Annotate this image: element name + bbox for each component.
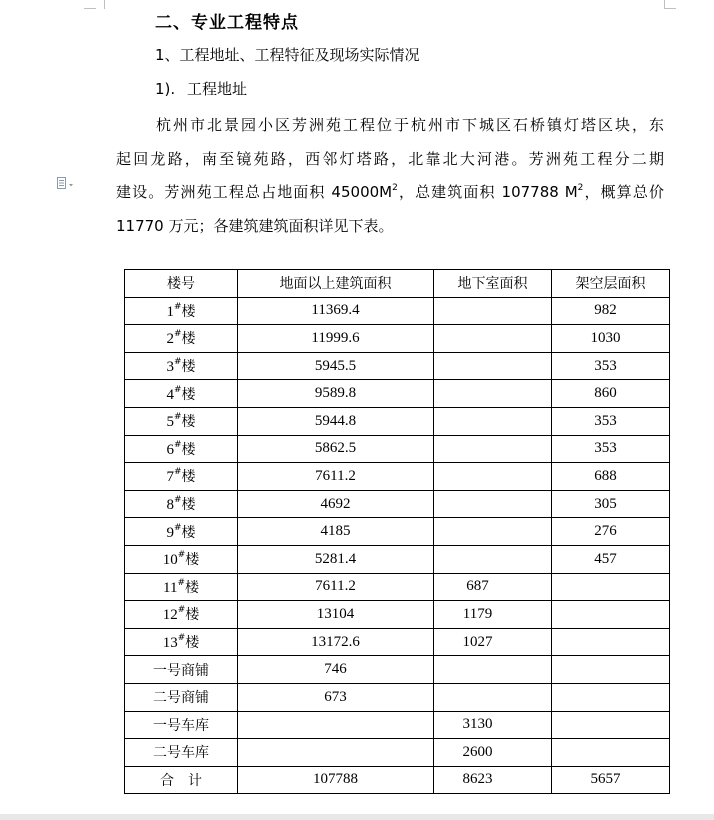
building-suffix: 楼 xyxy=(181,359,196,376)
building-suffix: 楼 xyxy=(181,386,196,403)
building-number: 7 xyxy=(166,469,174,486)
building-cell: 一号商铺 xyxy=(125,656,238,684)
building-cell xyxy=(125,545,238,573)
stilt-floor-area-cell xyxy=(552,656,670,684)
building-suffix: 楼 xyxy=(185,635,200,652)
above-ground-area-cell: 11369.4 xyxy=(238,297,434,325)
basement-area-cell xyxy=(434,683,552,711)
total-label-cell: 合 计 xyxy=(125,766,238,794)
building-cell xyxy=(125,463,238,491)
above-ground-area-cell: 746 xyxy=(238,656,434,684)
document-dropdown-icon[interactable] xyxy=(56,176,74,192)
basement-area-cell xyxy=(434,490,552,518)
stilt-floor-area-cell xyxy=(552,573,670,601)
item-title: 工程地址 xyxy=(187,80,248,98)
basement-area-cell xyxy=(434,325,552,353)
building-number: 12 xyxy=(162,607,178,624)
building-suffix: 楼 xyxy=(185,579,199,596)
building-suffix: 楼 xyxy=(185,552,200,569)
hash-superscript: # xyxy=(173,439,182,450)
hash-superscript: # xyxy=(177,605,186,616)
stilt-floor-area-cell: 305 xyxy=(552,490,670,518)
header-cell: 地面以上建筑面积 xyxy=(238,270,434,298)
building-suffix: 楼 xyxy=(181,524,196,541)
building-number: 3 xyxy=(166,359,174,376)
basement-area-cell: 2600 xyxy=(434,739,552,767)
above-ground-area-cell xyxy=(238,739,434,767)
building-suffix: 楼 xyxy=(181,441,196,458)
table-header-row xyxy=(125,270,670,298)
stilt-floor-area-cell: 1030 xyxy=(552,325,670,353)
total-stilt-cell: 5657 xyxy=(552,766,670,794)
above-ground-area-cell: 11999.6 xyxy=(238,325,434,353)
building-cell xyxy=(125,435,238,463)
stilt-floor-area-cell: 982 xyxy=(552,297,670,325)
table-row xyxy=(125,711,670,739)
basement-area-cell: 3130 xyxy=(434,711,552,739)
total-above-cell: 107788 xyxy=(238,766,434,794)
above-ground-area-cell: 5945.5 xyxy=(238,352,434,380)
table-total-row xyxy=(125,766,670,794)
header-cell: 楼号 xyxy=(125,270,238,298)
basement-area-cell: 1179 xyxy=(434,601,552,629)
building-area-table xyxy=(124,269,670,794)
text-run: ，概算总价 xyxy=(583,183,664,201)
building-number: 2 xyxy=(166,331,174,348)
building-cell xyxy=(125,380,238,408)
building-cell xyxy=(125,297,238,325)
above-ground-area-cell: 7611.2 xyxy=(238,463,434,491)
subsection-heading: 1、工程地址、工程特征及现场实际情况 xyxy=(155,46,420,64)
basement-area-cell: 1027 xyxy=(434,628,552,656)
section-heading: 二、专业工程特点 xyxy=(155,13,299,33)
header-cell: 架空层面积 xyxy=(552,270,670,298)
table-row xyxy=(125,628,670,656)
basement-area-cell xyxy=(434,545,552,573)
stilt-floor-area-cell: 276 xyxy=(552,518,670,546)
stilt-floor-area-cell: 353 xyxy=(552,352,670,380)
stilt-floor-area-cell xyxy=(552,739,670,767)
hash-superscript: # xyxy=(173,357,182,368)
table-row xyxy=(125,656,670,684)
building-cell xyxy=(125,490,238,518)
above-ground-area-cell: 4692 xyxy=(238,490,434,518)
table-row xyxy=(125,463,670,491)
building-cell xyxy=(125,601,238,629)
basement-area-cell xyxy=(434,352,552,380)
building-cell xyxy=(125,325,238,353)
building-cell: 一号车库 xyxy=(125,711,238,739)
stilt-floor-area-cell: 688 xyxy=(552,463,670,491)
table-row xyxy=(125,407,670,435)
table-row xyxy=(125,297,670,325)
stilt-floor-area-cell xyxy=(552,601,670,629)
table-row xyxy=(125,739,670,767)
table-row xyxy=(125,601,670,629)
stilt-floor-area-cell xyxy=(552,711,670,739)
paragraph-line: 杭州市北景园小区芳洲苑工程位于杭州市下城区石桥镇灯塔区块，东 xyxy=(156,116,664,134)
superscript: 2 xyxy=(577,183,584,193)
above-ground-area-cell: 673 xyxy=(238,683,434,711)
building-cell xyxy=(125,352,238,380)
crop-mark-top-right-h xyxy=(664,8,676,9)
building-cell xyxy=(125,573,238,601)
building-number: 11 xyxy=(163,579,178,596)
building-cell xyxy=(125,518,238,546)
stilt-floor-area-cell xyxy=(552,628,670,656)
building-suffix: 楼 xyxy=(181,469,196,486)
basement-area-cell xyxy=(434,297,552,325)
total-basement-cell: 8623 xyxy=(434,766,552,794)
building-suffix: 楼 xyxy=(181,497,196,514)
table-row xyxy=(125,380,670,408)
building-cell: 二号车库 xyxy=(125,739,238,767)
text-run: ，总建筑面积 107788 M xyxy=(397,183,578,201)
table-row xyxy=(125,352,670,380)
hash-superscript: # xyxy=(173,495,182,506)
hash-superscript: # xyxy=(173,384,182,395)
building-number: 10 xyxy=(162,552,178,569)
table-row xyxy=(125,325,670,353)
table-row xyxy=(125,683,670,711)
basement-area-cell xyxy=(434,407,552,435)
above-ground-area-cell: 9589.8 xyxy=(238,380,434,408)
above-ground-area-cell: 13172.6 xyxy=(238,628,434,656)
superscript: 2 xyxy=(392,183,398,193)
hash-superscript: # xyxy=(173,301,182,312)
building-number: 6 xyxy=(166,441,174,458)
building-suffix: 楼 xyxy=(185,607,200,624)
hash-superscript: # xyxy=(177,577,185,588)
hash-superscript: # xyxy=(177,633,186,644)
above-ground-area-cell xyxy=(238,711,434,739)
header-cell: 地下室面积 xyxy=(434,270,552,298)
stilt-floor-area-cell xyxy=(552,683,670,711)
above-ground-area-cell: 13104 xyxy=(238,601,434,629)
building-suffix: 楼 xyxy=(181,303,196,320)
hash-superscript: # xyxy=(173,412,182,423)
basement-area-cell xyxy=(434,656,552,684)
table-row xyxy=(125,545,670,573)
building-number: 1 xyxy=(166,303,174,320)
item-heading xyxy=(155,78,247,99)
paragraph-line: 11770 万元；各建筑建筑面积详见下表。 xyxy=(116,216,394,235)
building-number: 9 xyxy=(166,524,174,541)
basement-area-cell xyxy=(434,518,552,546)
hash-superscript: # xyxy=(173,522,182,533)
hash-superscript: # xyxy=(173,467,182,478)
stilt-floor-area-cell: 860 xyxy=(552,380,670,408)
table-row xyxy=(125,490,670,518)
body-paragraph xyxy=(116,109,664,243)
basement-area-cell xyxy=(434,380,552,408)
paragraph-line: 起回龙路，南至镜苑路，西邻灯塔路，北靠北大河港。芳洲苑工程分二期 xyxy=(116,149,664,168)
building-cell xyxy=(125,628,238,656)
building-number: 4 xyxy=(166,386,174,403)
building-suffix: 楼 xyxy=(181,331,196,348)
above-ground-area-cell: 5862.5 xyxy=(238,435,434,463)
above-ground-area-cell: 4185 xyxy=(238,518,434,546)
text-run: 建设。芳洲苑工程总占地面积 45000M xyxy=(116,183,393,201)
table-row xyxy=(125,573,670,601)
stilt-floor-area-cell: 353 xyxy=(552,435,670,463)
building-number: 13 xyxy=(162,635,178,652)
building-cell xyxy=(125,407,238,435)
building-number: 5 xyxy=(166,414,174,431)
basement-area-cell: 687 xyxy=(434,573,552,601)
building-cell: 二号商铺 xyxy=(125,683,238,711)
stilt-floor-area-cell: 353 xyxy=(552,407,670,435)
item-number: 1). xyxy=(155,80,176,98)
basement-area-cell xyxy=(434,463,552,491)
building-number: 8 xyxy=(166,497,174,514)
above-ground-area-cell: 7611.2 xyxy=(238,573,434,601)
above-ground-area-cell: 5281.4 xyxy=(238,545,434,573)
basement-area-cell xyxy=(434,435,552,463)
above-ground-area-cell: 5944.8 xyxy=(238,407,434,435)
table-row xyxy=(125,435,670,463)
crop-mark-top-left-h xyxy=(84,8,96,9)
hash-superscript: # xyxy=(173,329,182,340)
table-row xyxy=(125,518,670,546)
paragraph-line xyxy=(116,176,664,210)
building-suffix: 楼 xyxy=(181,414,196,431)
hash-superscript: # xyxy=(177,550,186,561)
page-bottom-edge xyxy=(0,814,714,820)
stilt-floor-area-cell: 457 xyxy=(552,545,670,573)
